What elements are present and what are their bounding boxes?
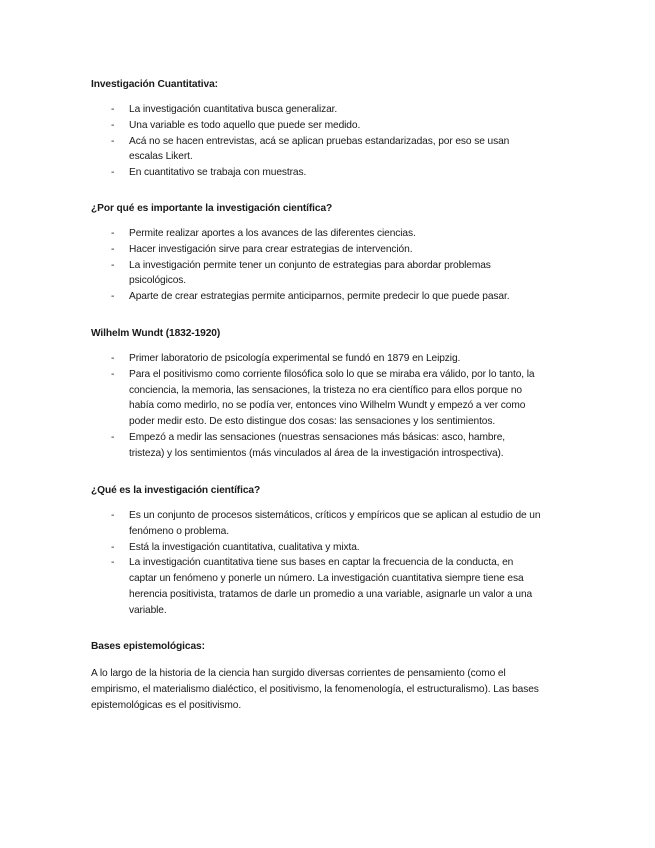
- section-heading: Investigación Cuantitativa:: [91, 79, 218, 90]
- list-item: - En cuantitativo se trabaja con muestras.: [111, 167, 307, 179]
- section-wilhelm-wundt: [91, 327, 541, 462]
- section-heading: Bases epistemológicas:: [91, 641, 205, 652]
- section-que-es-investigacion: [91, 484, 541, 619]
- list-item: - Hacer investigación sirve para crear estrategias de intervención.: [111, 243, 413, 255]
- list-item: - Acá no se hacen entrevistas, acá se aplican pruebas estandarizadas, por eso se usan escalas Likert.: [111, 135, 510, 163]
- list-item: - Aparte de crear estrategias permite anticiparnos, permite predecir lo que puede pasar.: [111, 291, 510, 303]
- list-item: - Para el positivismo como corriente filosófica solo lo que se miraba era válido, por lo tanto, la conciencia, la memoria, las sensaciones, la tristeza no era científico para ellos porque no había como medirlo, no se podía ver, entonces vino Wilhelm Wundt y empezó a ver como poder medir esto. De esto distingue dos cosas: las sensaciones y los sentimientos.: [111, 368, 535, 428]
- section-heading: ¿Por qué es importante la investigación científica?: [91, 203, 333, 214]
- list-item: - Primer laboratorio de psicología experimental se fundó en 1879 en Leipzig.: [111, 353, 461, 364]
- bullet-list: [91, 351, 541, 462]
- section-bases-epistemologicas: [91, 640, 541, 713]
- list-item: - Está la investigación cuantitativa, cualitativa y mixta.: [111, 541, 360, 553]
- bullet-list: [91, 508, 541, 619]
- list-item: - La investigación cuantitativa busca generalizar.: [111, 104, 338, 115]
- list-item: - Permite realizar aportes a los avances de las diferentes ciencias.: [111, 228, 416, 239]
- list-item: - Empezó a medir las sensaciones (nuestras sensaciones más básicas: asco, hambre, tristeza) y los sentimientos (más vinculados al área de la investigación introspectiva).: [111, 431, 506, 459]
- list-item: - La investigación cuantitativa tiene sus bases en captar la frecuencia de la conducta, en captar un fenómeno y ponerle un número. La investigación cuantitativa siempre tiene esa herencia positivista, tratamos de darle un promedio a una variable, asignarle un valor a una variable.: [111, 557, 533, 616]
- list-item: - La investigación permite tener un conjunto de estrategias para abordar problemas psicológicos.: [111, 259, 491, 287]
- bullet-list: [91, 102, 541, 181]
- section-heading: ¿Qué es la investigación científica?: [91, 485, 261, 496]
- list-item: - Una variable es todo aquello que puede ser medido.: [111, 119, 361, 131]
- bullet-list: [91, 226, 541, 305]
- list-item: - Es un conjunto de procesos sistemáticos, críticos y empíricos que se aplican al estudio de un fenómeno o problema.: [111, 510, 541, 537]
- section-heading: Wilhelm Wundt (1832-1920): [91, 328, 221, 339]
- section-investigacion-cuantitativa: [91, 78, 541, 181]
- section-importancia-investigacion: [91, 202, 541, 305]
- paragraph: A lo largo de la historia de la ciencia han surgido diversas corrientes de pensamiento (como el empirismo, el materialismo dialéctico, el positivismo, la fenomenología, el estructuralismo). Las bases epistemológicas es el positivismo.: [91, 668, 539, 711]
